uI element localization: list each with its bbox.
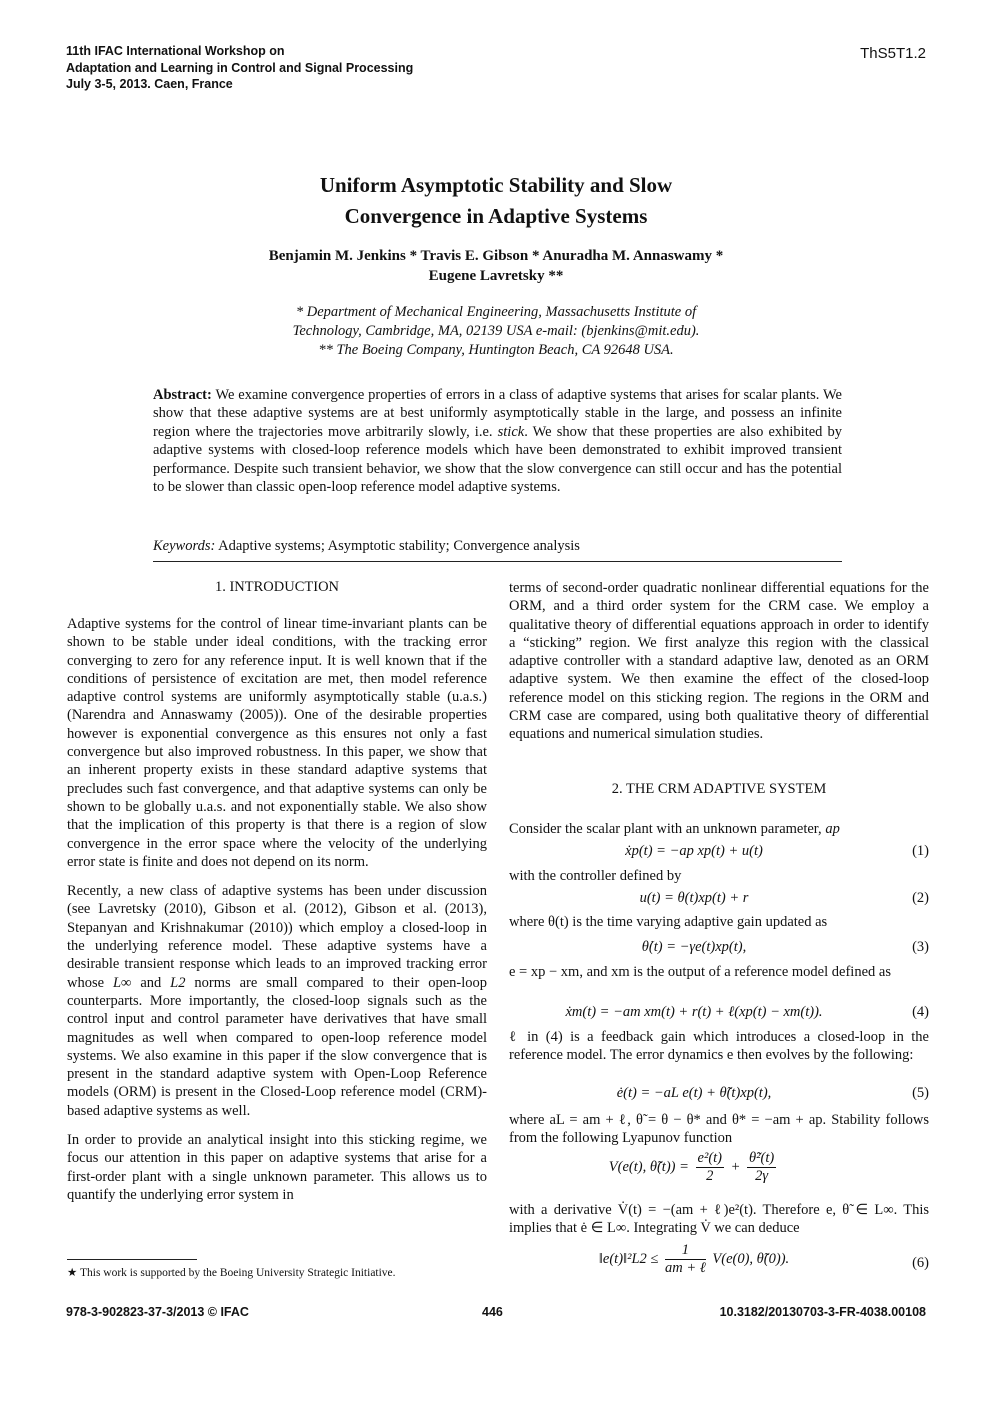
- l2-symbol: L2: [170, 974, 186, 991]
- keywords-label: Keywords:: [153, 538, 216, 554]
- plant-intro-text: [509, 820, 929, 838]
- lyapunov-fraction-1: [696, 1150, 724, 1185]
- ell-feedback-text: ℓ in (4) is a feedback gain which introduces a closed-loop in the reference model. The error dynamics e then evolves by the following:: [509, 1029, 929, 1064]
- abstract: [153, 386, 842, 496]
- equation-6-lhs: ‖e(t)‖²L2 ≤: [598, 1251, 659, 1267]
- abstract-divider: [153, 561, 842, 562]
- title-line-2: Convergence in Adaptive Systems: [344, 204, 648, 228]
- l-infinity-symbol: L∞: [112, 974, 132, 991]
- affiliations: [0, 303, 992, 360]
- authors-line-2: Eugene Lavretsky **: [428, 268, 564, 284]
- abstract-stick-word: stick: [497, 423, 525, 440]
- section-1-heading: 1. INTRODUCTION: [214, 579, 340, 595]
- affiliation-line-3: ** The Boeing Company, Huntington Beach, CA 92648 USA.: [318, 342, 674, 358]
- equation-4-body: ẋm(t) = −am xm(t) + r(t) + ℓ(xp(t) − xm(t)).: [565, 1004, 823, 1020]
- equation-6-numerator: 1: [665, 1242, 706, 1260]
- equation-6-denominator: am + ℓ: [664, 1260, 706, 1276]
- equation-4: [509, 1004, 929, 1024]
- lyapunov-den-1: 2: [706, 1168, 714, 1184]
- lyapunov-plus: +: [730, 1159, 741, 1175]
- abstract-label: Abstract:: [153, 387, 212, 403]
- equation-1: [509, 843, 929, 863]
- intro-p2-before: Recently, a new class of adaptive systems has been under discussion (see Lavretsky (2010), Gibson et al. (2012), Gibson et al. (2013), Stepanyan and Krishnakumar (2010)) which employ a closed-loop in the underlying reference model. These adaptive systems have a desirable transient response which leads to an improved tracking error whose: [67, 883, 487, 991]
- left-column: [67, 615, 487, 1204]
- ap-symbol: ap: [825, 821, 840, 837]
- equation-6-fraction: [665, 1242, 706, 1277]
- lyapunov-num-2: θ̃²(t): [749, 1150, 775, 1166]
- equation-5-body: ė(t) = −aL e(t) + θ̃(t)xp(t),: [616, 1085, 772, 1101]
- abstract-text-end: . We show that these properties are also exhibited by adaptive systems with closed-loop reference models which have been demonstrated to exhibit improved transient performance. Despite such transient behavior, we show that the slow convergence can still occur and has the potential to be slower than classic open-loop reference model adaptive systems.: [153, 423, 843, 496]
- abstract-text: We examine convergence properties of errors in a class of adaptive systems that arises for scalar plants. We show that these adaptive systems are at best uniformly asymptotically stable in the large, and possess an infinite region where the trajectories move arbitrarily slowly, i.e.: [153, 387, 842, 440]
- footnote: ★ This work is supported by the Boeing University Strategic Initiative.: [67, 1267, 396, 1279]
- conference-line-3: July 3-5, 2013. Caen, France: [66, 77, 233, 91]
- lyapunov-num-1: e²(t): [697, 1150, 722, 1166]
- session-id: ThS5T1.2: [860, 45, 926, 62]
- equation-1-body: ẋp(t) = −ap xp(t) + u(t): [625, 843, 763, 859]
- plant-intro-sentence: Consider the scalar plant with an unknown parameter,: [509, 821, 822, 837]
- conference-header: [66, 43, 486, 93]
- authors-line-1: Benjamin M. Jenkins * Travis E. Gibson * Anuradha M. Annaswamy *: [268, 248, 724, 264]
- footnote-divider: [67, 1259, 197, 1260]
- section-2-heading: 2. THE CRM ADAPTIVE SYSTEM: [611, 781, 827, 797]
- controller-intro-text: with the controller defined by: [509, 868, 682, 884]
- equation-6-rhs: V(e(0), θ̃(0)).: [712, 1251, 790, 1267]
- equation-6-number: (6): [912, 1255, 929, 1271]
- conference-line-2: Adaptation and Learning in Control and Signal Processing: [66, 60, 414, 75]
- equation-1-number: (1): [912, 843, 929, 859]
- equation-2: [509, 890, 929, 910]
- equation-3-body: θ̇(t) = −γe(t)xp(t),: [641, 939, 747, 955]
- lyapunov-den-2: 2γ: [755, 1168, 769, 1184]
- affiliation-line-1: * Department of Mechanical Engineering, Massachusetts Institute of: [295, 304, 697, 320]
- keywords: [153, 537, 842, 555]
- keywords-text: Adaptive systems; Asymptotic stability; Convergence analysis: [218, 538, 580, 554]
- intro-paragraph-3: In order to provide an analytical insight into this sticking regime, we focus our attention in this paper on adaptive systems that arise for a first-order plant with a single unknown parameter. This allows us to quantify the underlying error system in: [67, 1132, 487, 1203]
- equation-3-number: (3): [912, 939, 929, 955]
- author-list: [0, 246, 992, 286]
- title-line-1: Uniform Asymptotic Stability and Slow: [319, 173, 673, 197]
- lyapunov-fraction-2: [747, 1150, 776, 1185]
- footer-isbn: 978-3-902823-37-3/2013 © IFAC: [66, 1305, 249, 1319]
- intro-p2-and: and: [140, 974, 162, 991]
- equation-2-number: (2): [912, 890, 929, 906]
- conference-line-1: 11th IFAC International Workshop on: [66, 44, 285, 58]
- error-definition-text: e = xp − xm, and xm is the output of a reference model defined as: [509, 964, 891, 980]
- intro-paragraph-2: [67, 882, 487, 1120]
- lyapunov-function: [509, 1150, 879, 1192]
- footer-doi: 10.3182/20130703-3-FR-4038.00108: [719, 1305, 926, 1319]
- theta-intro-text: where θ(t) is the time varying adaptive gain updated as: [509, 914, 828, 930]
- derivative-text: with a derivative V̇(t) = −(am + ℓ)e²(t). Therefore e, θ̃ ∈ L∞. This implies that ė ∈ L∞. Integrating V̇ we can deduce: [509, 1202, 929, 1237]
- right-column-continuation: terms of second-order quadratic nonlinear differential equations for the ORM, and a third order system for the CRM case. We employ a qualitative theory of differential equations approach in order to identify a “sticking” region. We first analyze this region with the classical adaptive controller with a standard adaptive law, denoted as an ORM adaptive system. We then examine the effect of the closed-loop reference model on this sticking region. The regions in the ORM and CRM case are compared, using both qualitative theory of differential equations and numerical simulation studies.: [509, 580, 929, 743]
- affiliation-line-2: Technology, Cambridge, MA, 02139 USA e-mail: (bjenkins@mit.edu).: [292, 323, 700, 339]
- paper-title: [0, 170, 992, 232]
- equation-4-number: (4): [912, 1004, 929, 1020]
- lyapunov-lhs: V(e(t), θ̃(t)) =: [608, 1159, 689, 1175]
- footer-page-number: 446: [482, 1305, 503, 1319]
- equation-6: [509, 1242, 929, 1286]
- intro-p2-after: norms are small compared to their open-loop counterparts. More importantly, the closed-loop signals such as the control input and control parameter have derivatives that have small magnitudes as well when compared to open-loop reference model systems. We also examine in this paper if the slow convergence that is present in the standard adaptive system with Open-Loop Reference models (ORM) is present in the Closed-Loop reference model (CRM)-based adaptive systems as well.: [67, 974, 488, 1119]
- intro-paragraph-1: Adaptive systems for the control of linear time-invariant plants can be shown to be stable under ideal conditions, with the tracking error converging to zero for any reference input. It is well known that if the conditions of persistence of excitation are met, then model reference adaptive control systems are uniformly asymptotically stable (u.a.s.) (Narendra and Annaswamy (2005)). One of the desirable properties however is exponential convergence as this ensures not only a fast convergence but also improved robustness. In this paper, we show that an inherent property exists in these standard adaptive systems that precludes such fast convergence, and that adaptive systems can only be shown to be globally u.a.s. and not exponentially stable. We also show that the implication of this property is that there is a region of slow convergence in the error space where the velocity of the underlying error state is finite and does not depend on its norm.: [67, 616, 487, 870]
- equation-5: [509, 1085, 929, 1105]
- equation-2-body: u(t) = θ(t)xp(t) + r: [639, 890, 749, 906]
- equation-5-number: (5): [912, 1085, 929, 1101]
- equation-3: [509, 939, 929, 959]
- stability-text: where aL = am + ℓ, θ̃ = θ − θ* and θ* = −am + ap. Stability follows from the following Lyapunov function: [509, 1112, 929, 1147]
